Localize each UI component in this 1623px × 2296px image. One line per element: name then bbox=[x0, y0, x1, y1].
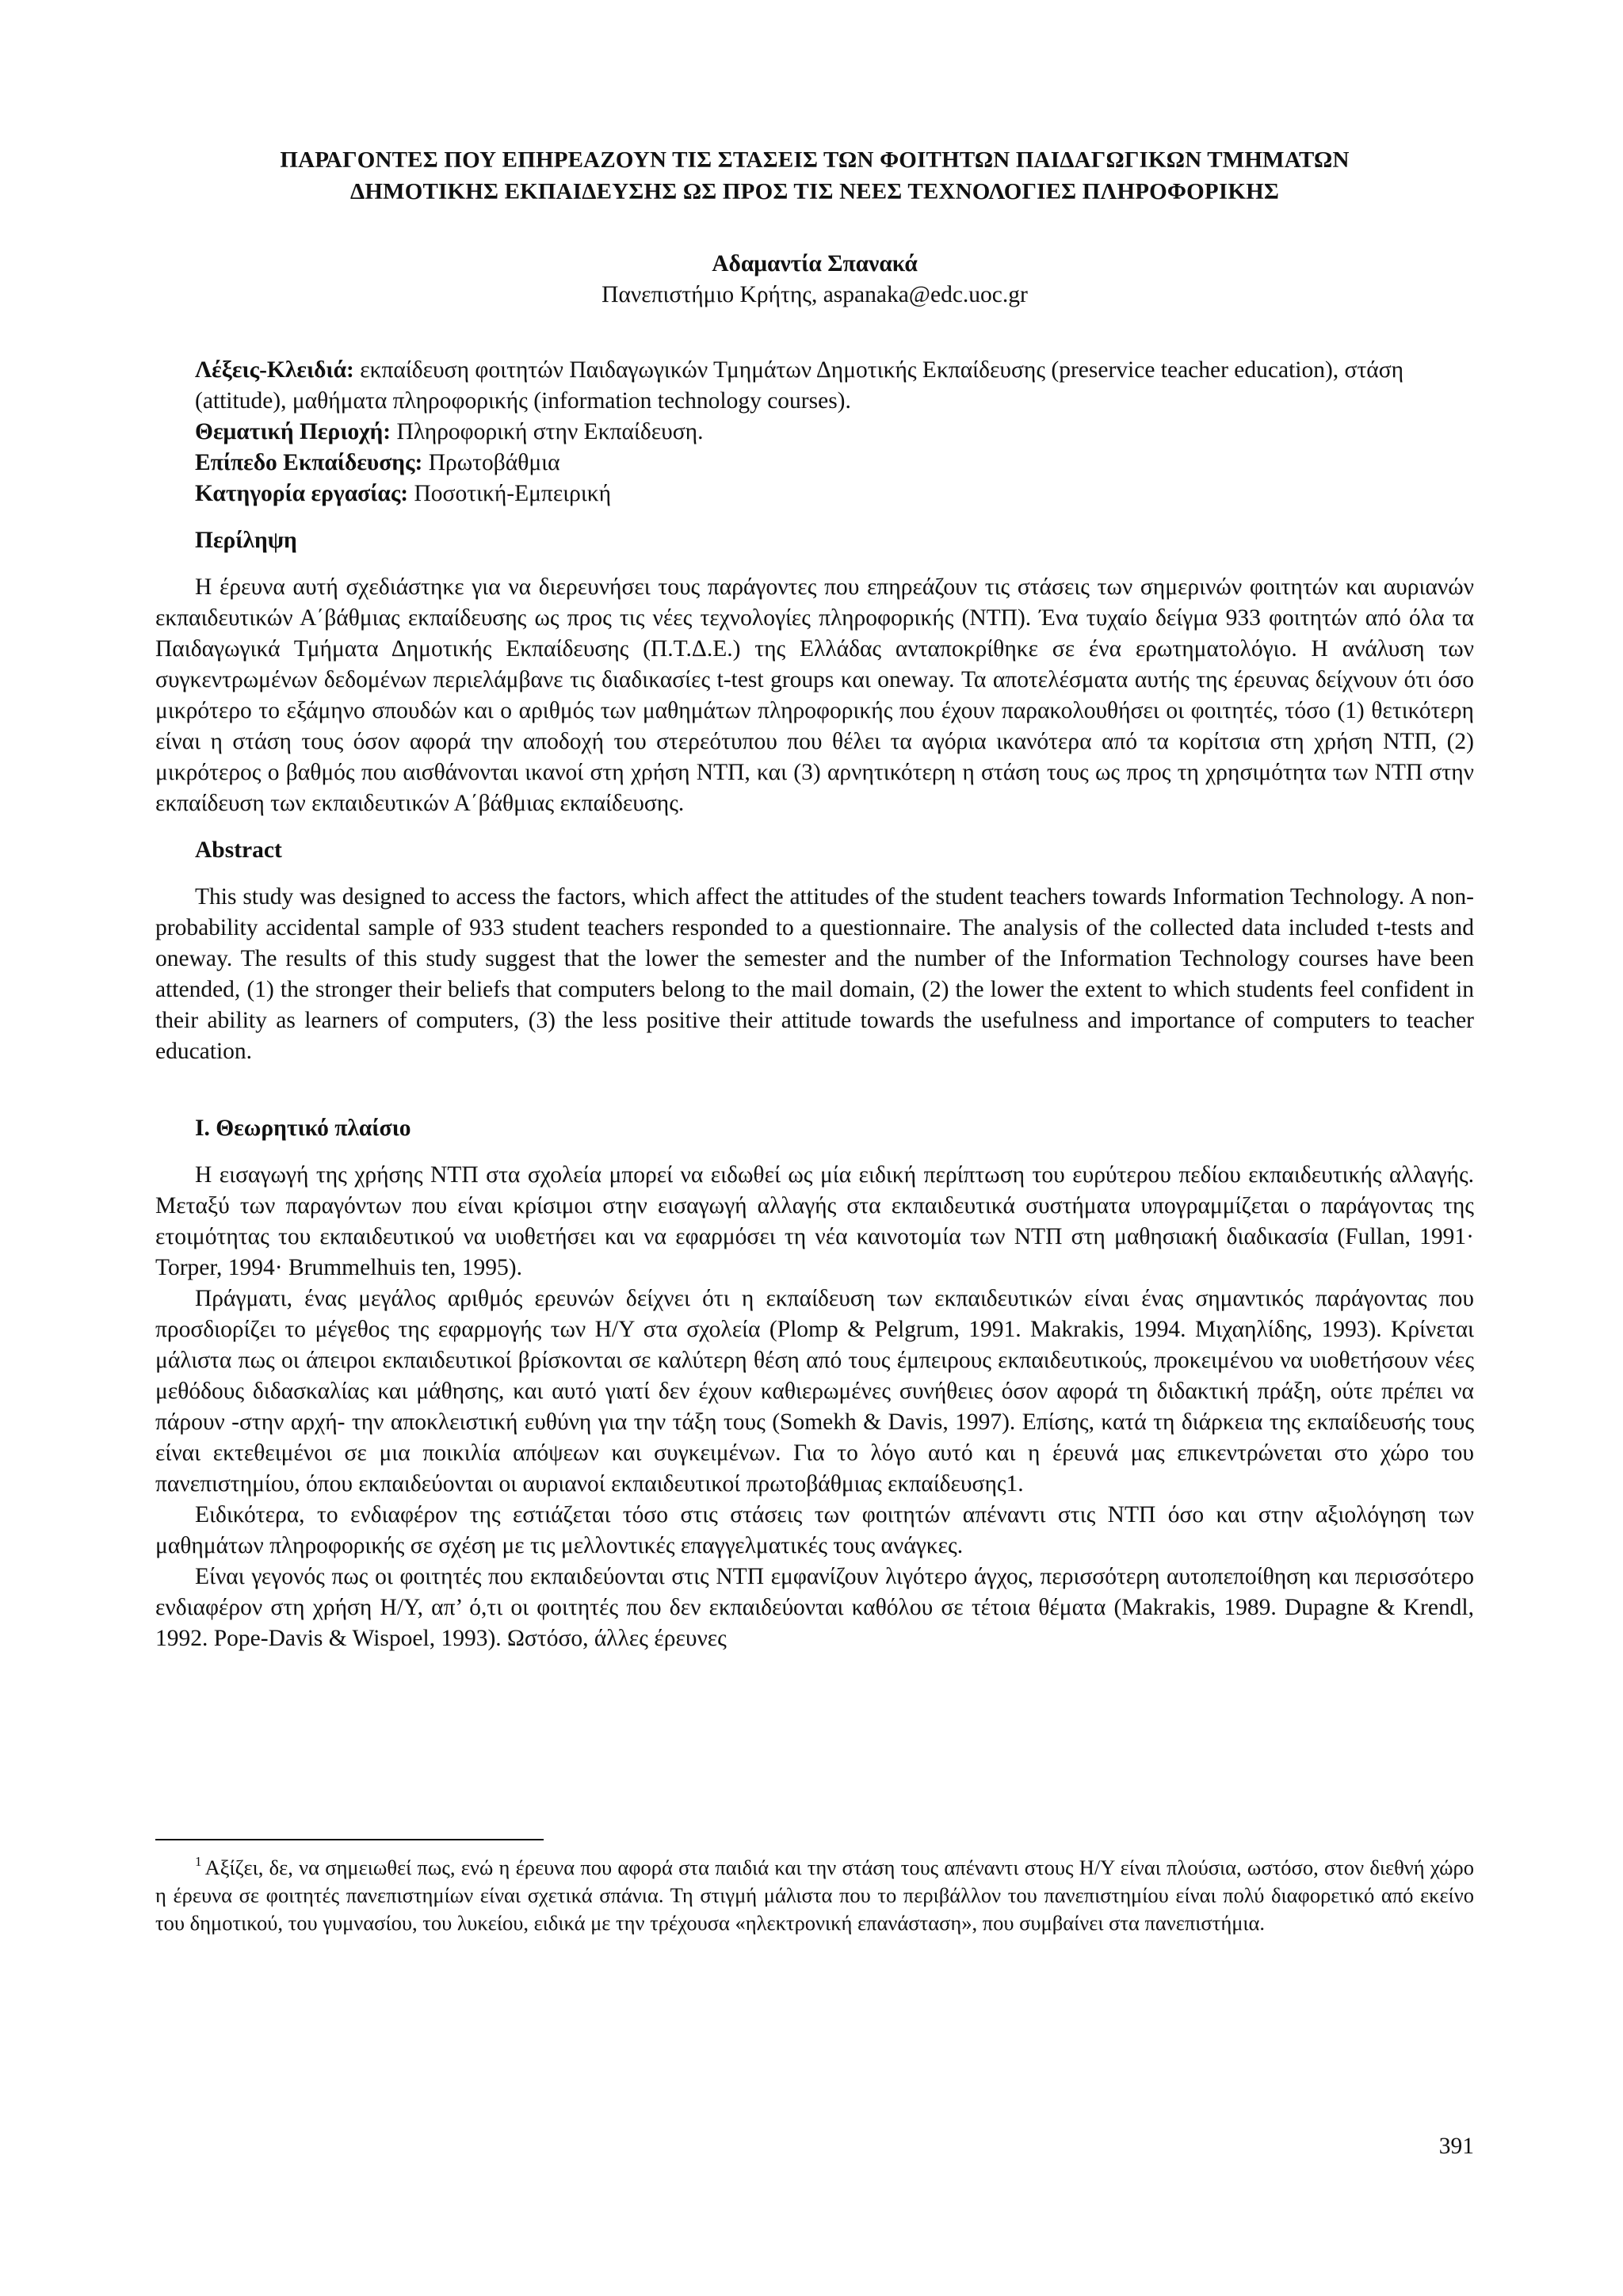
section-1-paragraph-3: Ειδικότερα, το ενδιαφέρον της εστιάζεται τόσο στις στάσεις των φοιτητών απέναντι στις ΝΤΠ όσο και στην αξιολόγηση των μαθημάτων πληροφορικής σε σχέση με τις μελλοντικές επαγγελματικές τους ανάγκες. bbox=[155, 1502, 1474, 1558]
keywords bbox=[195, 355, 1474, 417]
page-number: 391 bbox=[1438, 2134, 1474, 2159]
title-line-1: ΠΑΡΑΓΟΝΤΕΣ ΠΟΥ ΕΠΗΡΕΑΖΟΥΝ ΤΙΣ ΣΤΑΣΕΙΣ ΤΩΝ ΦΟΙΤΗΤΩΝ ΠΑΙΔΑΓΩΓΙΚΩΝ ΤΜΗΜΑΤΩΝ bbox=[280, 147, 1350, 173]
footnote-marker: 1 bbox=[195, 1854, 202, 1869]
section-1-paragraph-4: Είναι γεγονός πως οι φοιτητές που εκπαιδεύονται στις ΝΤΠ εμφανίζουν λιγότερο άγχος, περισσότερη αυτοπεποίθηση και περισσότερο ενδιαφέρον στη χρήση Η/Υ, απ’ ό,τι οι φοιτητές που δεν εκπαιδεύονται καθόλου σε τέτοια θέματα (Makrakis, 1989. Dupagne & Krendl, 1992. Pope-Davis & Wispoel, 1993). Ωστόσο, άλλες έρευνες bbox=[155, 1564, 1474, 1651]
thematic-area-label: Θεματική Περιοχή: bbox=[195, 419, 391, 444]
paper-title bbox=[155, 144, 1474, 208]
work-category-text: Ποσοτική-Εμπειρική bbox=[408, 481, 612, 506]
abstract-text: This study was designed to access the factors, which affect the attitudes of the student teachers towards Information Technology. A non-probability accidental sample of 933 student teachers responded to a questionnaire. The analysis of the collected data included t-tests and oneway. The results of this study suggest that the lower the semester and the number of the Information Technology courses have been attended, (1) the stronger their beliefs that computers belong to the mail domain, (2) the lower the extent to which students feel confident in their ability as learners of computers, (3) the less positive their attitude towards the usefulness and importance of computers to teacher education. bbox=[155, 884, 1474, 1064]
footnote-divider bbox=[155, 1839, 544, 1840]
education-level-text: Πρωτοβάθμια bbox=[422, 450, 560, 475]
author-affiliation: Πανεπιστήμιο Κρήτης, aspanaka@edc.uoc.gr bbox=[601, 282, 1028, 307]
keywords-label: Λέξεις-Κλειδιά: bbox=[195, 357, 354, 383]
footnote bbox=[155, 1854, 1474, 1937]
abstract-heading: Abstract bbox=[195, 837, 282, 863]
thematic-area-text: Πληροφορική στην Εκπαίδευση. bbox=[391, 419, 704, 444]
section-1-heading: Ι. Θεωρητικό πλαίσιο bbox=[195, 1116, 411, 1141]
footnote-text: Αξίζει, δε, να σημειωθεί πως, ενώ η έρευνα που αφορά στα παιδιά και την στάση τους απέναντι στους Η/Υ είναι πλούσια, ωστόσο, στον διεθνή χώρο η έρευνα σε φοιτητές πανεπιστημίων είναι σχετικά σπάνια. Τη στιγμή μάλιστα που το περιβάλλον του πανεπιστημίου είναι πολύ διαφορετικό από εκείνο του δημοτικού, του γυμνασίου, του λυκείου, ειδικά με την τρέχουσα «ηλεκτρονική επανάσταση», που συμβαίνει στα πανεπιστήμια. bbox=[155, 1855, 1474, 1935]
work-category-label: Κατηγορία εργασίας: bbox=[195, 481, 409, 506]
section-1-paragraph-2: Πράγματι, ένας μεγάλος αριθμός ερευνών δείχνει ότι η εκπαίδευση των εκπαιδευτικών είναι ένας σημαντικός παράγοντας που προσδιορίζει το μέγεθος της εφαρμογής των Η/Υ στα σχολεία (Plomp & Pelgrum, 1991. Makrakis, 1994. Μιχαηλίδης, 1993). Κρίνεται μάλιστα πως οι άπειροι εκπαιδευτικοί βρίσκονται σε καλύτερη θέση από τους έμπειρους εκπαιδευτικούς, προκειμένου να υιοθετήσουν νέες μεθόδους διδασκαλίας και μάθησης, και αυτό γιατί δεν έχουν καθιερωμένες συνήθειες όσον αφορά τη διδακτική πράξη, ούτε πρέπει να πάρουν -στην αρχή- την αποκλειστική ευθύνη για την τάξη τους (Somekh & Davis, 1997). Επίσης, κατά τη διάρκεια της εκπαίδευσής τους είναι εκτεθειμένοι σε μια ποικιλία απόψεων και συγκειμένων. Για το λόγο αυτό και η έρευνά μας επικεντρώνεται στο χώρο του πανεπιστημίου, όπου εκπαιδεύονται οι αυριανοί εκπαιδευτικοί πρωτοβάθμιας εκπαίδευσης1. bbox=[155, 1286, 1474, 1497]
metadata-block bbox=[155, 355, 1474, 509]
summary-heading: Περίληψη bbox=[195, 528, 297, 553]
section-1-paragraph-1: Η εισαγωγή της χρήσης ΝΤΠ στα σχολεία μπορεί να ειδωθεί ως μία ειδική περίπτωση του ευρύτερου πεδίου εκπαιδευτικής αλλαγής. Μεταξύ των παραγόντων που είναι κρίσιμοι στην εισαγωγή αλλαγής στα εκπαιδευτικά συστήματα υπογραμμίζεται ο παράγοντας της ετοιμότητας του εκπαιδευτικού να υιοθετήσει και να εφαρμόσει τη νέα καινοτομία των ΝΤΠ στη μαθησιακή διαδικασία (Fullan, 1991· Torper, 1994· Brummelhuis ten, 1995). bbox=[155, 1162, 1474, 1280]
thematic-area bbox=[195, 417, 1474, 448]
work-category bbox=[195, 479, 1474, 509]
title-line-2: ΔΗΜΟΤΙΚΗΣ ΕΚΠΑΙΔΕΥΣΗΣ ΩΣ ΠΡΟΣ ΤΙΣ ΝΕΕΣ ΤΕΧΝΟΛΟΓΙΕΣ ΠΛΗΡΟΦΟΡΙΚΗΣ bbox=[349, 179, 1279, 204]
education-level-label: Επίπεδο Εκπαίδευσης: bbox=[195, 450, 423, 475]
author-name: Αδαμαντία Σπανακά bbox=[712, 251, 918, 277]
summary-text: Η έρευνα αυτή σχεδιάστηκε για να διερευνήσει τους παράγοντες που επηρεάζουν τις στάσεις των σημερινών φοιτητών και αυριανών εκπαιδευτικών Α΄βάθμιας εκπαίδευσης ως προς τις νέες τεχνολογίες πληροφορικής (ΝΤΠ). Ένα τυχαίο δείγμα 933 φοιτητών από όλα τα Παιδαγωγικά Τμήματα Δημοτικής Εκπαίδευσης (Π.Τ.Δ.Ε.) της Ελλάδας ανταποκρίθηκε σε ένα ερωτηματολόγιο. Η ανάλυση των συγκεντρωμένων δεδομένων περιελάμβανε τις διαδικασίες t-test groups και oneway. Τα αποτελέσματα αυτής της έρευνας δείχνουν ότι όσο μικρότερο το εξάμηνο σπουδών και ο αριθμός των μαθημάτων πληροφορικής που έχουν παρακολουθήσει οι φοιτητές, τόσο (1) θετικότερη είναι η στάση τους όσον αφορά την αποδοχή του στερεότυπου που θέλει τα αγόρια ικανότερα από τα κορίτσια στη χρήση ΝΤΠ, (2) μικρότερος ο βαθμός που αισθάνονται ικανοί στη χρήση ΝΤΠ, και (3) αρνητικότερη η στάση τους ως προς τη χρησιμότητα των ΝΤΠ στην εκπαίδευση των εκπαιδευτικών Α΄βάθμιας εκπαίδευσης. bbox=[155, 574, 1474, 816]
main-content bbox=[155, 144, 1474, 1654]
author-block bbox=[155, 249, 1474, 311]
education-level bbox=[195, 448, 1474, 479]
keywords-text: εκπαίδευση φοιτητών Παιδαγωγικών Τμημάτων Δημοτικής Εκπαίδευσης (preservice teacher education), στάση (attitude), μαθήματα πληροφορικής (information technology courses). bbox=[195, 357, 1404, 414]
